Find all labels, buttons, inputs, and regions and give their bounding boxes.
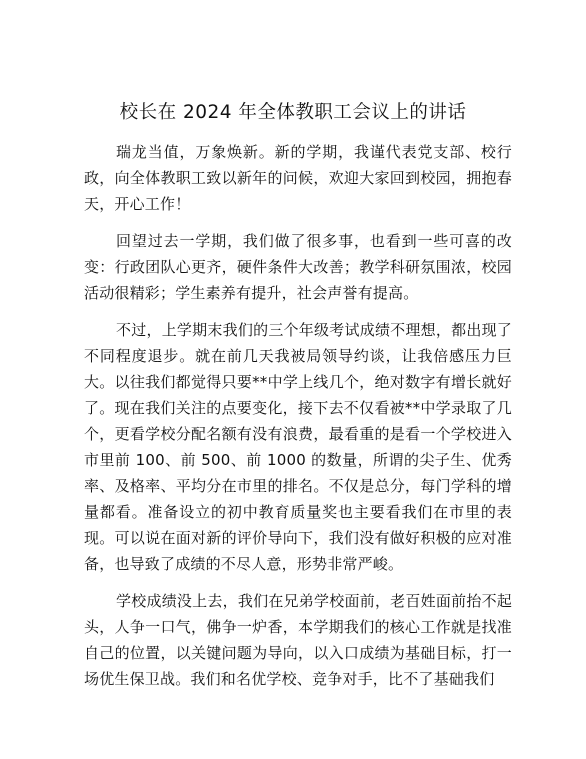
paragraph: 学校成绩没上去，我们在兄弟学校面前，老百姓面前抬不起头，人争一口气，佛争一炉香，本学期我们的核心工作就是找准自己的位置，以关键问题为导向，以入口成绩为基础目标，打一场优生保卫战。我们和名优学校、竞争对手，比不了基础我们 [84,592,512,688]
document-title: 校长在 2024 年全体教职工会议上的讲话 [119,102,467,123]
paragraph: 不过，上学期末我们的三个年级考试成绩不理想，都出现了不同程度退步。就在前几天我被局领导约谈，让我倍感压力巨大。以往我们都觉得只要**中学上线几个，绝对数字有增长就好了。现在我们关注的点要变化，接下去不仅看被**中学录取了几个，更看学校分配名额有没有浪费，最看重的是看一个学校进入市里前 100、前 500、前 1000 的数量，所谓的尖子生、优秀率、及格率、平均分在市里的排名。不仅是总分，每门学科的增量都看。准备设立的初中教育质量奖也主要看我们在市里的表现。可以说在面对新的评价导向下，我们没有做好积极的应对准备，也导致了成绩的不尽人意，形势非常严峻。 [84,321,512,573]
paragraph: 瑞龙当值，万象焕新。新的学期，我谨代表党支部、校行政，向全体教职工致以新年的问候，欢迎大家回到校园，拥抱春天，开心工作！ [84,143,512,213]
paragraph: 回望过去一学期，我们做了很多事，也看到一些可喜的改变：行政团队心更齐，硬件条件大改善；教学科研氛围浓，校园活动很精彩；学生素养有提升，社会声誉有提高。 [84,232,512,302]
document-body [84,139,512,703]
